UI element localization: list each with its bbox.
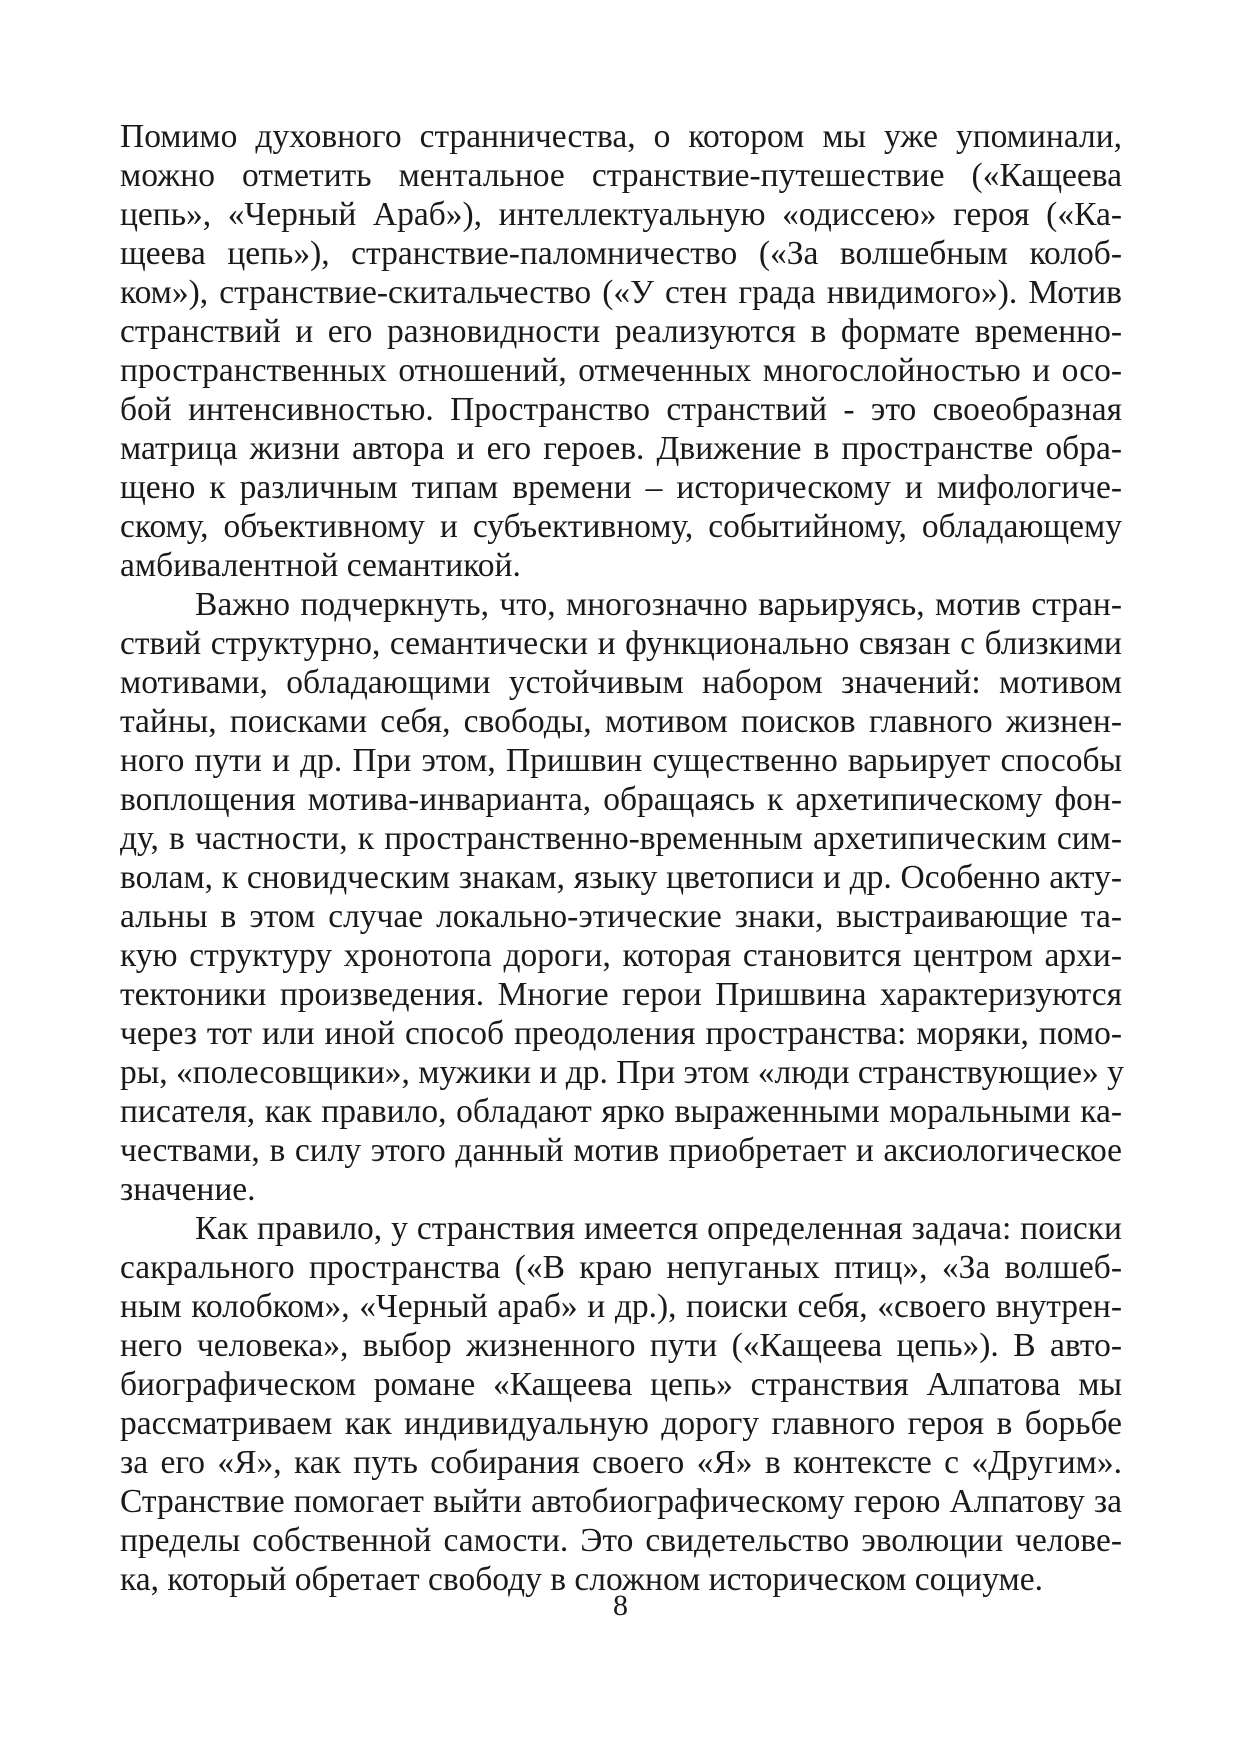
text-line: бой интенсивностью. Пространство странствий - это своеобразная — [120, 391, 1122, 428]
text-line: мотивами, обладающими устойчивым набором значений: мотивом — [120, 664, 1122, 701]
text-line: щено к различным типам времени – историческому и мифологиче- — [120, 469, 1122, 506]
text-line: пределы собственной самости. Это свидетельство эволюции челове- — [120, 1522, 1122, 1559]
text-line: тайны, поисками себя, свободы, мотивом поисков главного жизнен- — [120, 703, 1122, 740]
text-line: ком»), странствие-скитальчество («У стен града нвидимого»). Мотив — [120, 274, 1122, 311]
text-line: воплощения мотива-инварианта, обращаясь к архетипическому фон- — [120, 781, 1122, 818]
text-line: чествами, в силу этого данный мотив приобретает и аксиологическое — [120, 1132, 1122, 1169]
text-line: ствий структурно, семантически и функционально связан с близкими — [120, 625, 1122, 662]
text-line: кую структуру хронотопа дороги, которая становится центром архи- — [120, 937, 1122, 974]
page-number: 8 — [613, 1589, 628, 1622]
text-line: Помимо духовного странничества, о котором мы уже упоминали, — [120, 118, 1122, 155]
paragraph-3 — [120, 1209, 1122, 1599]
text-line: за его «Я», как путь собирания своего «Я» в контексте с «Другим». — [120, 1444, 1122, 1481]
text-line: волам, к сновидческим знакам, языку цветописи и др. Особенно акту- — [120, 859, 1122, 896]
text-line: матрица жизни автора и его героев. Движение в пространстве обра- — [120, 430, 1122, 467]
text-line: ры, «полесовщики», мужики и др. При этом «люди странствующие» у — [120, 1054, 1124, 1091]
text-line: скому, объективному и субъективному, событийному, обладающему — [120, 508, 1122, 545]
text-line: Как правило, у странствия имеется определенная задача: поиски — [195, 1210, 1122, 1247]
text-line: пространственных отношений, отмеченных многослойностью и осо- — [120, 352, 1122, 389]
text-line: Важно подчеркнуть, что, многозначно варьируясь, мотив стран- — [195, 586, 1122, 623]
text-line: альны в этом случае локально-этические знаки, выстраивающие та- — [120, 898, 1122, 935]
text-line: тектоники произведения. Многие герои Пришвина характеризуются — [120, 976, 1122, 1013]
text-line: него человека», выбор жизненного пути («Кащеева цепь»). В авто- — [120, 1327, 1122, 1364]
text-line: странствий и его разновидности реализуются в формате временно- — [120, 313, 1122, 350]
text-line: ка, который обретает свободу в сложном историческом социуме. — [120, 1561, 1043, 1598]
text-line: ного пути и др. При этом, Пришвин существенно варьирует способы — [120, 742, 1122, 779]
text-line: биографическом романе «Кащеева цепь» странствия Алпатова мы — [120, 1366, 1122, 1403]
text-line: амбивалентной семантикой. — [120, 547, 521, 584]
text-body — [120, 117, 1122, 1599]
text-line: ду, в частности, к пространственно-временным архетипическим сим- — [120, 820, 1122, 857]
text-line: через тот или иной способ преодоления пространства: моряки, помо- — [120, 1015, 1122, 1052]
text-line: значение. — [120, 1171, 256, 1208]
text-line: рассматриваем как индивидуальную дорогу главного героя в борьбе — [120, 1405, 1122, 1442]
paragraph-2 — [120, 585, 1122, 1209]
text-line: можно отметить ментальное странствие-путешествие («Кащеева — [120, 157, 1122, 194]
text-line: Странствие помогает выйти автобиографическому герою Алпатову за — [120, 1483, 1122, 1520]
text-line: щеева цепь»), странствие-паломничество («За волшебным колоб- — [120, 235, 1122, 272]
text-line: писателя, как правило, обладают ярко выраженными моральными ка- — [120, 1093, 1122, 1130]
text-line: сакрального пространства («В краю непуганых птиц», «За волшеб- — [120, 1249, 1122, 1286]
paragraph-1 — [120, 117, 1122, 585]
text-line: ным колобком», «Черный араб» и др.), поиски себя, «своего внутрен- — [120, 1288, 1122, 1325]
text-line: цепь», «Черный Араб»), интеллектуальную «одиссею» героя («Ка- — [120, 196, 1122, 233]
